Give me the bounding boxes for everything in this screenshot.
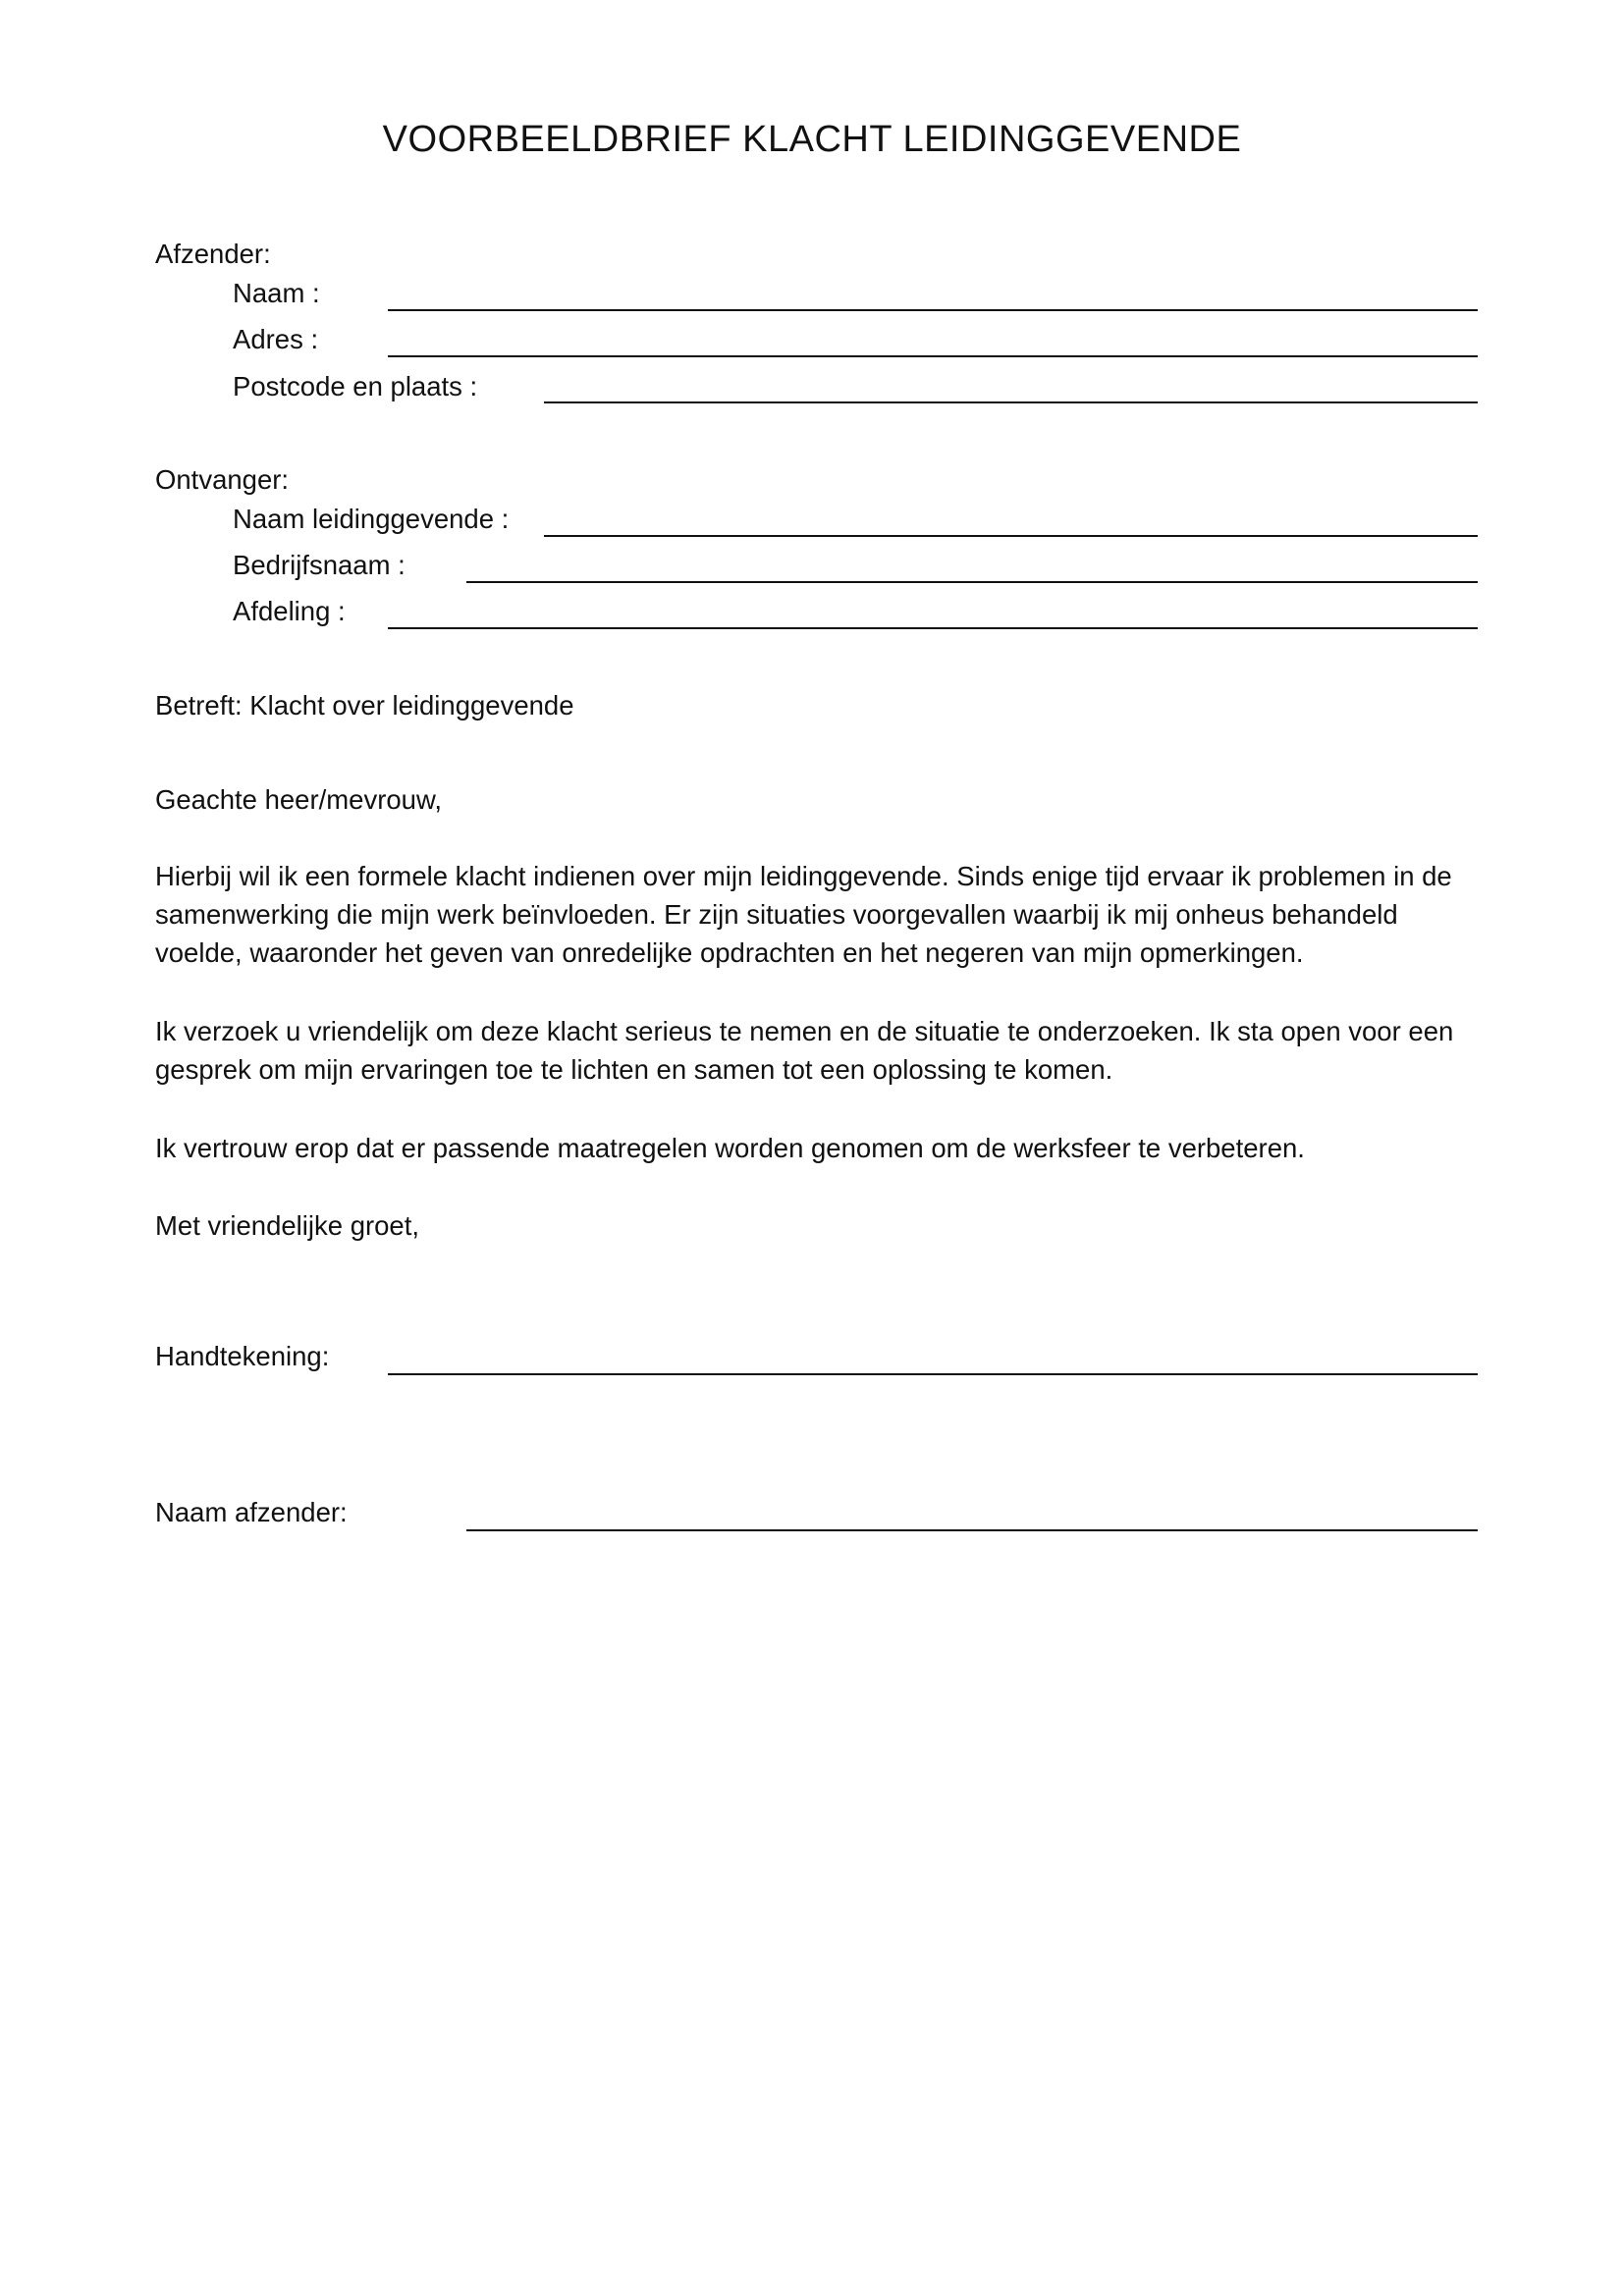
recipient-department-field[interactable] [388, 627, 1478, 629]
paragraph-2-line: Ik verzoek u vriendelijk om deze klacht serieus te nemen en de situatie te onderzoeken. Ik sta open voor een [155, 1016, 1454, 1046]
document-title: VOORBEELDBRIEF KLACHT LEIDINGGEVENDE [382, 119, 1242, 160]
body-paragraph-3: Ik vertrouw erop dat er passende maatregelen worden genomen om de werksfeer te verbeteren. [155, 1133, 1305, 1163]
signature-label: Handtekening: [155, 1341, 330, 1371]
recipient-company-field[interactable] [466, 581, 1478, 583]
salutation: Geachte heer/mevrouw, [155, 784, 442, 815]
paragraph-2-line: gesprek om mijn ervaringen toe te lichten en samen tot een oplossing te komen. [155, 1054, 1113, 1085]
sender-name-label: Naam : [233, 278, 320, 308]
signature-field[interactable] [388, 1373, 1478, 1375]
recipient-manager-field[interactable] [544, 535, 1478, 537]
sender-heading: Afzender: [155, 239, 271, 269]
paragraph-1-line: samenwerking die mijn werk beïnvloeden. Er zijn situaties voorgevallen waarbij ik mij onheus behandeld [155, 899, 1398, 930]
body-paragraph-1 [155, 857, 1481, 972]
paragraph-1-line: voelde, waaronder het geven van onredelijke opdrachten en het negeren van mijn opmerkingen. [155, 937, 1304, 968]
recipient-heading: Ontvanger: [155, 464, 290, 495]
sender-postal-field[interactable] [544, 401, 1478, 403]
recipient-department-label: Afdeling : [233, 596, 346, 626]
closing-line: Met vriendelijke groet, [155, 1210, 420, 1241]
body-paragraph-2 [155, 1012, 1481, 1089]
sender-address-label: Adres : [233, 324, 319, 354]
sender-address-field[interactable] [388, 355, 1478, 357]
recipient-manager-label: Naam leidinggevende : [233, 504, 510, 534]
recipient-company-label: Bedrijfsnaam : [233, 550, 406, 580]
paragraph-1-line: Hierbij wil ik een formele klacht indienen over mijn leidinggevende. Sinds enige tijd ervaar ik problemen in de [155, 861, 1452, 891]
subject-line: Betreft: Klacht over leidinggevende [155, 690, 574, 721]
sender-postal-label: Postcode en plaats : [233, 371, 478, 401]
sender-name-signoff-label: Naam afzender: [155, 1497, 348, 1527]
sender-name-field[interactable] [388, 309, 1478, 311]
sender-name-signoff-field[interactable] [466, 1529, 1478, 1531]
